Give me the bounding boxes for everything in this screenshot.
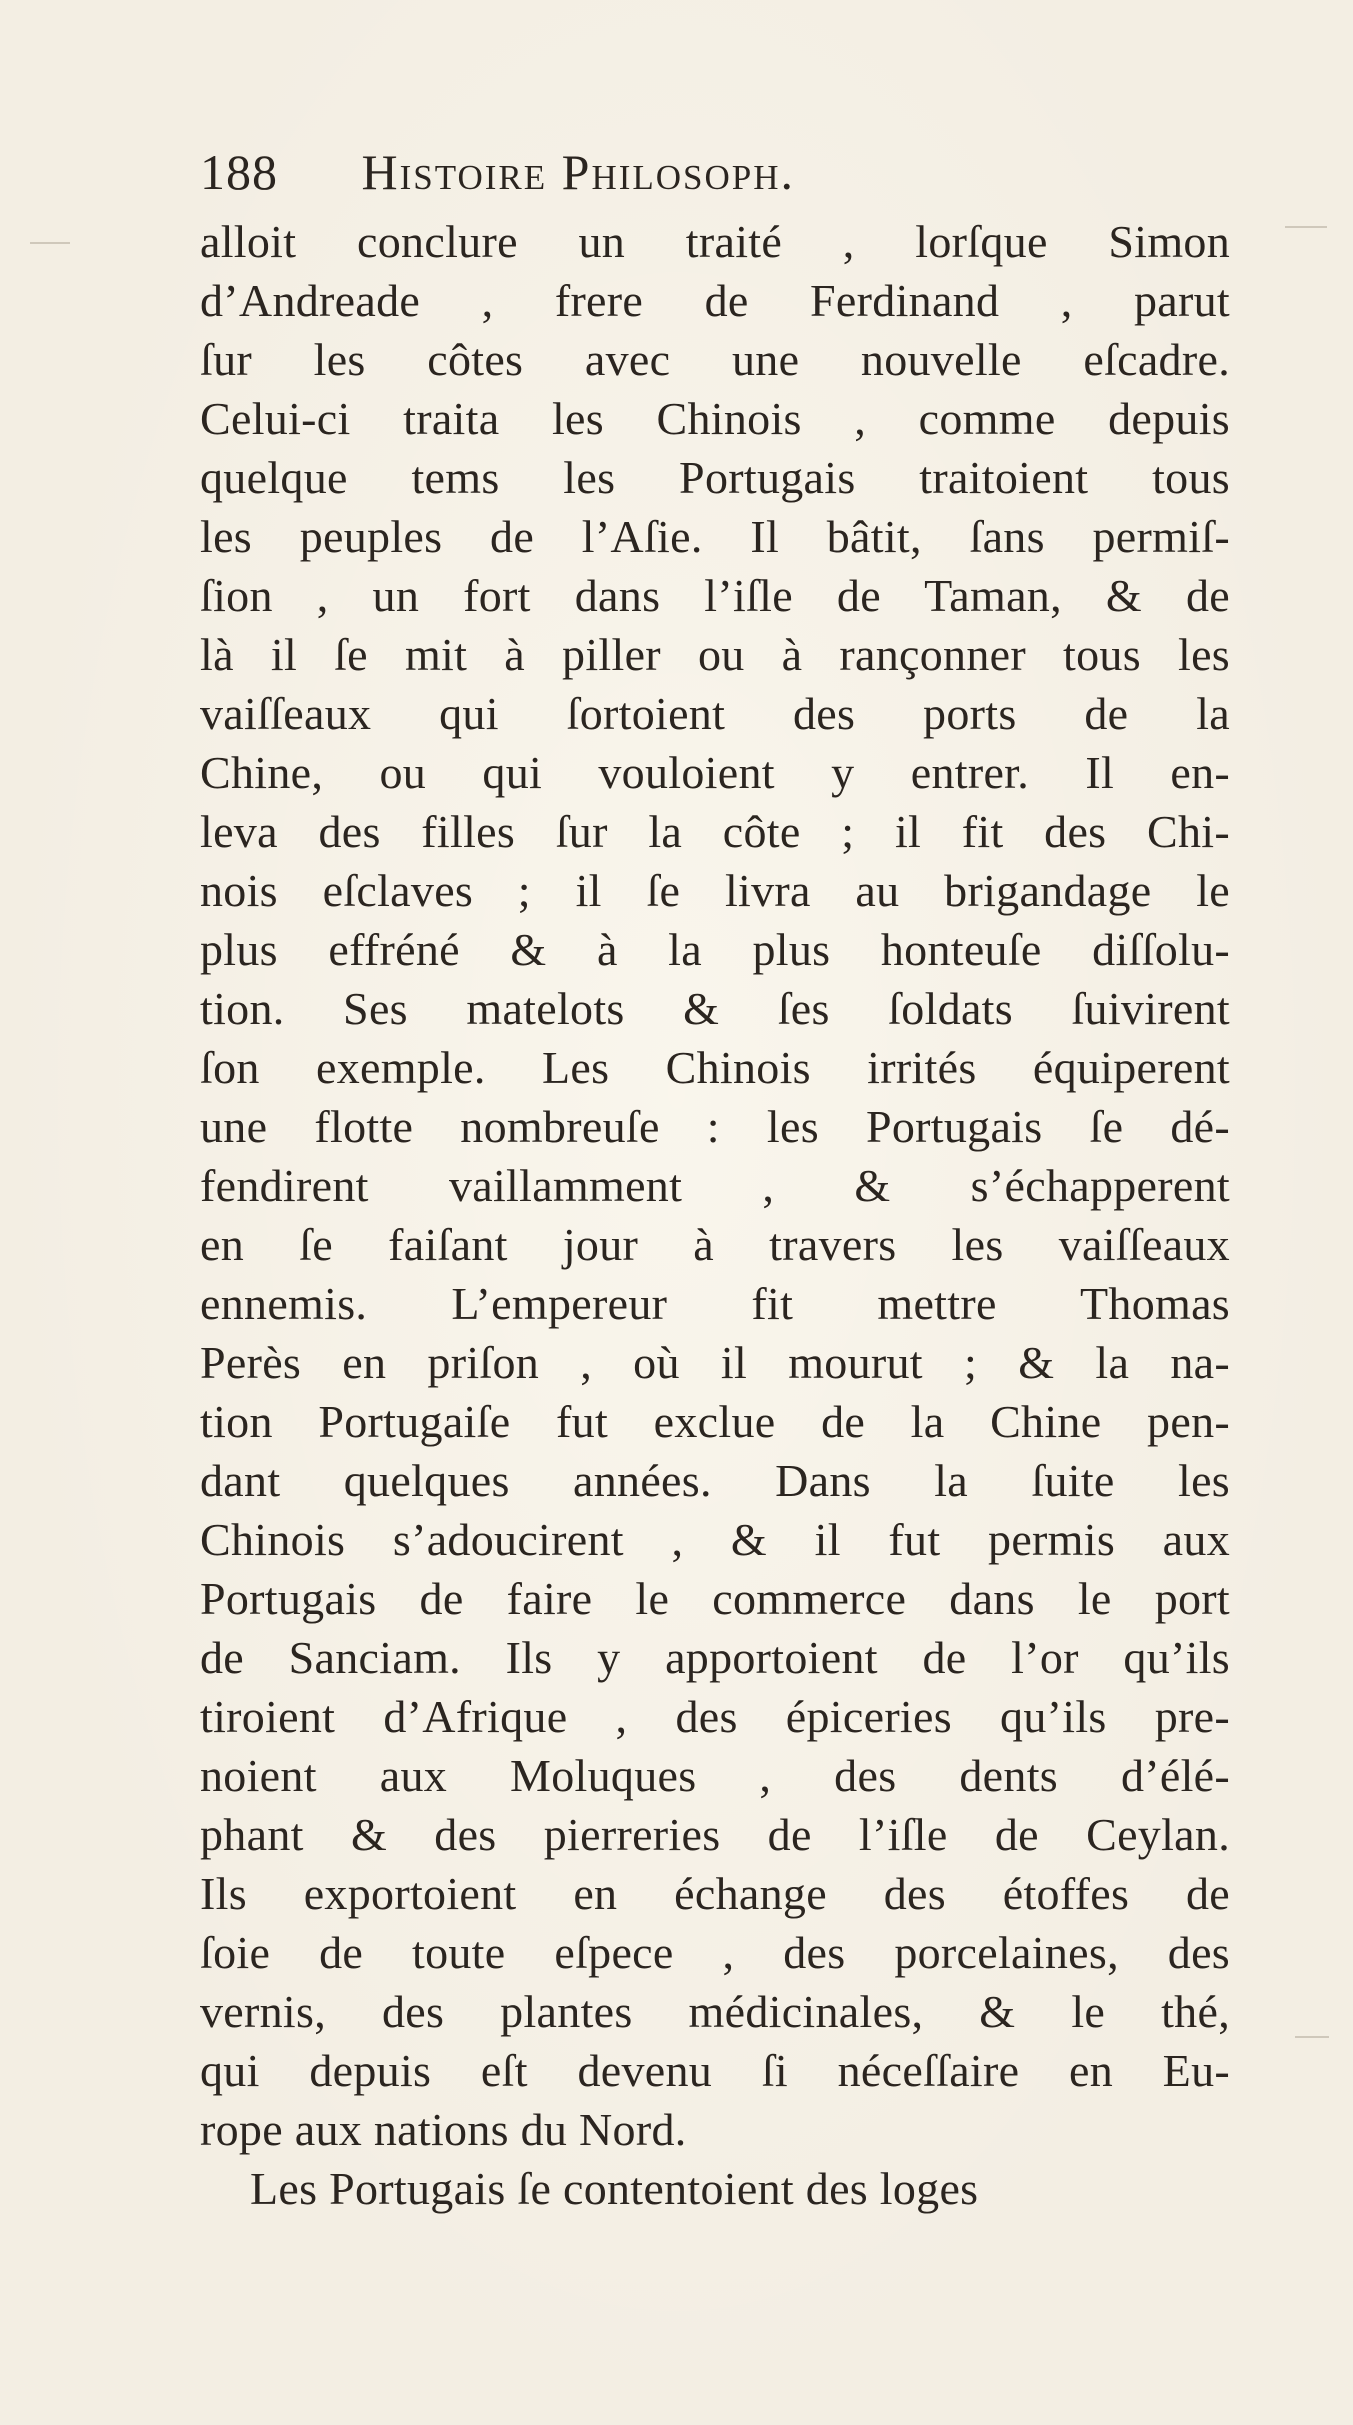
text-line: Les Portugais ſe contentoient des loges (250, 2163, 979, 2214)
text-line: vaiſſeaux qui ſortoient des ports de la (200, 688, 1230, 739)
text-line: alloit conclure un traité , lorſque Simon (200, 216, 1230, 267)
text-line: vernis, des plantes médicinales, & le thé, (200, 1986, 1230, 2037)
text-line: Chinois s’adoucirent , & il fut permis aux (200, 1514, 1230, 1565)
text-line: Perès en priſon , où il mourut ; & la na- (200, 1337, 1230, 1388)
text-line: là il ſe mit à piller ou à rançonner tous les (200, 629, 1230, 680)
margin-mark-right-top (1285, 226, 1327, 228)
running-header (200, 137, 1200, 207)
running-title: Histoire Philosoph. (361, 144, 796, 200)
text-line: les peuples de l’Aſie. Il bâtit, ſans permiſ- (200, 511, 1230, 562)
page-number: 188 (200, 144, 278, 200)
text-line: ſion , un fort dans l’iſle de Taman, & de (200, 570, 1230, 621)
text-line: plus effréné & à la plus honteuſe diſſolu- (200, 924, 1230, 975)
text-line: dant quelques années. Dans la ſuite les (200, 1455, 1230, 1506)
text-line: noient aux Moluques , des dents d’élé- (200, 1750, 1230, 1801)
text-line: en ſe faiſant jour à travers les vaiſſeaux (200, 1219, 1230, 1270)
margin-mark-right-bottom (1295, 2036, 1329, 2038)
text-line: qui depuis eſt devenu ſi néceſſaire en Eu- (200, 2045, 1230, 2096)
text-line: fendirent vaillamment , & s’échapperent (200, 1160, 1230, 1211)
text-line: Celui-ci traita les Chinois , comme depuis (200, 393, 1230, 444)
margin-mark-left (30, 242, 70, 244)
text-line: ſur les côtes avec une nouvelle eſcadre. (200, 334, 1230, 385)
text-line: tiroient d’Afrique , des épiceries qu’ils pre- (200, 1691, 1230, 1742)
text-line: Ils exportoient en échange des étoffes de (200, 1868, 1230, 1919)
text-line: rope aux nations du Nord. (200, 2104, 687, 2155)
text-line: ſoie de toute eſpece , des porcelaines, des (200, 1927, 1230, 1978)
text-line: phant & des pierreries de l’iſle de Ceylan. (200, 1809, 1230, 1860)
text-line: de Sanciam. Ils y apportoient de l’or qu’ils (200, 1632, 1230, 1683)
text-line: ennemis. L’empereur fit mettre Thomas (200, 1278, 1230, 1329)
text-body (200, 212, 1230, 2218)
text-line: quelque tems les Portugais traitoient tous (200, 452, 1230, 503)
text-line: nois eſclaves ; il ſe livra au brigandage le (200, 865, 1230, 916)
text-line: Portugais de faire le commerce dans le port (200, 1573, 1230, 1624)
text-line: Chine, ou qui vouloient y entrer. Il en- (200, 747, 1230, 798)
text-line: une flotte nombreuſe : les Portugais ſe dé- (200, 1101, 1230, 1152)
text-line: tion. Ses matelots & ſes ſoldats ſuivirent (200, 983, 1230, 1034)
text-line: leva des filles ſur la côte ; il fit des Chi- (200, 806, 1230, 857)
text-line: tion Portugaiſe fut exclue de la Chine pen- (200, 1396, 1230, 1447)
text-line: ſon exemple. Les Chinois irrités équiperent (200, 1042, 1230, 1093)
text-line: d’Andreade , frere de Ferdinand , parut (200, 275, 1230, 326)
